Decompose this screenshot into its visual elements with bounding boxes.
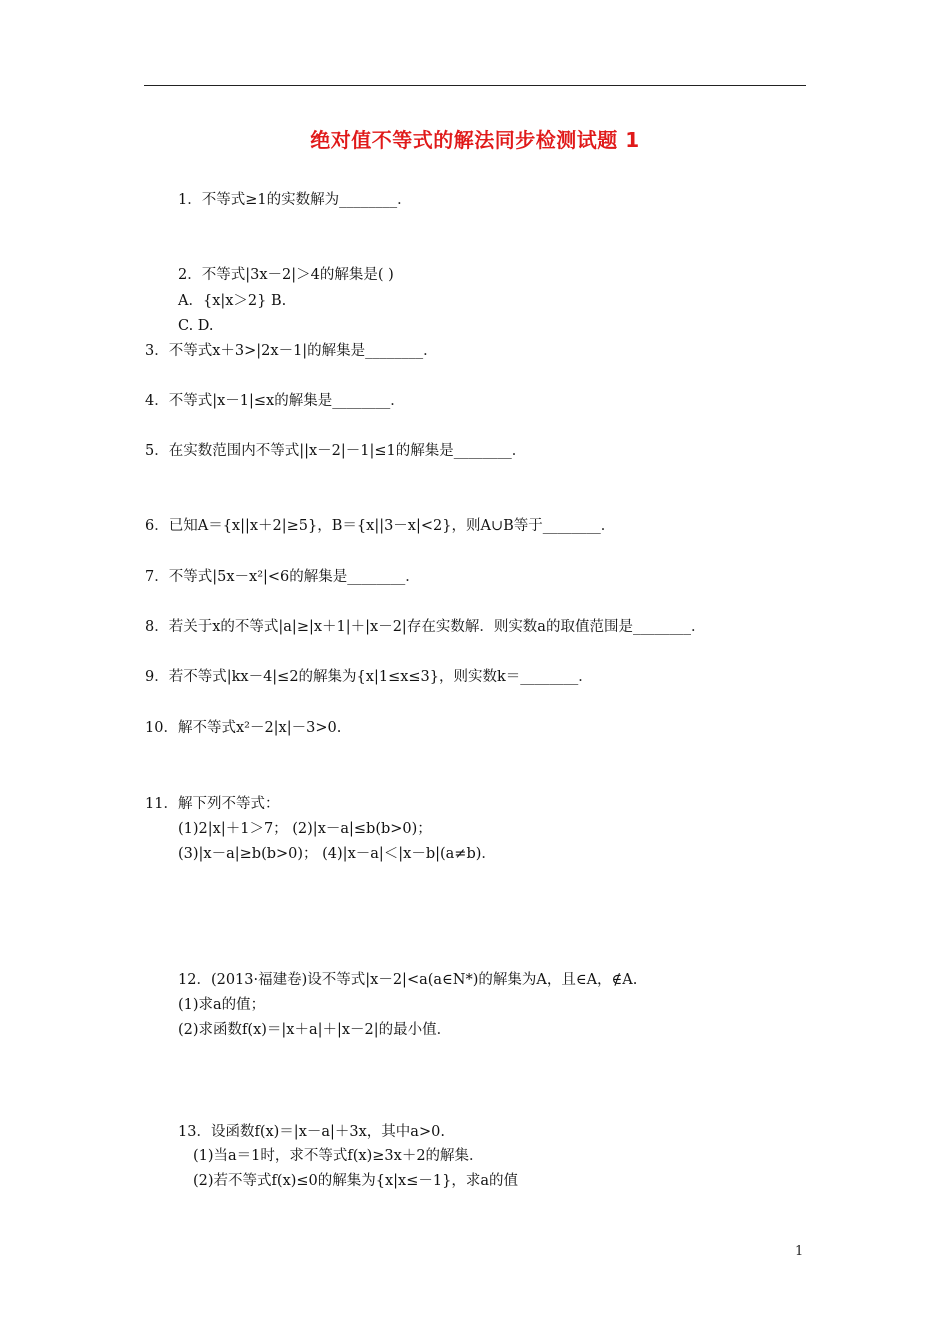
problem-6-line-1: 6．已知A＝{x||x＋2|≥5}，B＝{x||3－x|<2}，则A∪B等于________． <box>145 518 616 534</box>
problem-1-line-1: 1．不等式≥1的实数解为________． <box>178 192 412 208</box>
problem-13-line-3: (2)若不等式f(x)≤0的解集为{x|x≤－1}，求a的值 <box>193 1173 518 1189</box>
problem-4-line-1: 4．不等式|x－1|≤x的解集是________． <box>145 393 405 409</box>
problem-12-line-1: 12．(2013·福建卷)设不等式|x－2|<a(a∈N*)的解集为A，且∈A，∉A. <box>178 972 638 988</box>
problem-11-line-2: (1)2|x|＋1＞7； (2)|x－a|≤b(b>0)； <box>178 821 432 837</box>
problem-11-line-1: 11．解下列不等式： <box>145 796 280 812</box>
problem-13-line-2: (1)当a＝1时，求不等式f(x)≥3x＋2的解集． <box>193 1148 484 1164</box>
problem-7-line-1: 7．不等式|5x－x²|<6的解集是________． <box>145 569 420 585</box>
problem-12-line-2: (1)求a的值； <box>178 997 266 1013</box>
problem-10-line-1: 10．解不等式x²－2|x|－3>0. <box>145 720 342 736</box>
problem-9-line-1: 9．若不等式|kx－4|≤2的解集为{x|1≤x≤3}，则实数k＝________． <box>145 669 593 685</box>
problem-12-line-3: (2)求函数f(x)＝|x＋a|＋|x－2|的最小值． <box>178 1022 452 1038</box>
problem-2-line-3: C. D. <box>178 318 214 334</box>
problem-13-line-1: 13．设函数f(x)＝|x－a|＋3x，其中a>0. <box>178 1124 445 1140</box>
problem-2-line-2: A．{x|x＞2} B. <box>178 293 287 309</box>
problem-2-line-1: 2．不等式|3x－2|＞4的解集是( ) <box>178 267 394 283</box>
problem-3-line-1: 3．不等式x＋3>|2x－1|的解集是________． <box>145 343 438 359</box>
problem-5-line-1: 5．在实数范围内不等式||x－2|－1|≤1的解集是________． <box>145 443 527 459</box>
document-title: 绝对值不等式的解法同步检测试题 1 <box>310 128 640 152</box>
problem-11-line-3: (3)|x－a|≥b(b>0)； (4)|x－a|＜|x－b|(a≠b)． <box>178 846 496 862</box>
problem-8-line-1: 8．若关于x的不等式|a|≥|x＋1|＋|x－2|存在实数解．则实数a的取值范围是________． <box>145 619 706 635</box>
page-number: 1 <box>795 1244 804 1259</box>
header-rule <box>144 85 806 86</box>
